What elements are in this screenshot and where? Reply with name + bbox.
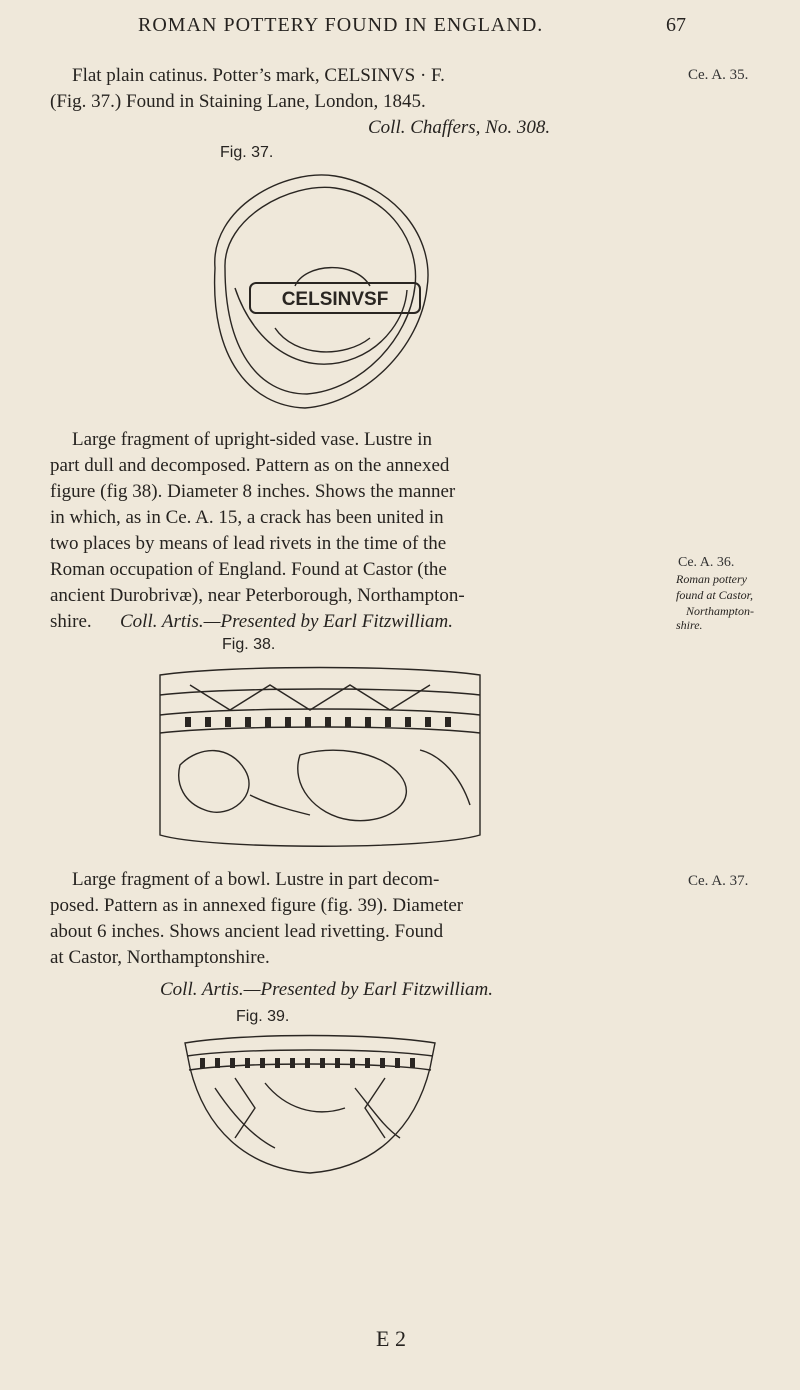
entry3-line-3: about 6 inches. Shows ancient lead rivetting. Found (50, 921, 444, 942)
page-number: 67 (666, 14, 686, 36)
entry1-line-1: Flat plain catinus. Potter’s mark, CELSINVS · F. (72, 65, 445, 86)
entry2-margin-ref: Ce. A. 36. (678, 555, 735, 570)
entry3-line-4: at Castor, Northamptonshire. (50, 947, 270, 968)
running-header: ROMAN POTTERY FOUND IN ENGLAND. (138, 14, 544, 36)
entry2-line-6: Roman occupation of England. Found at Castor (the (50, 559, 447, 580)
entry1-margin-ref: Ce. A. 35. (688, 67, 749, 83)
fig37-potters-stamp: CELSINVSF (281, 289, 389, 310)
entry2-line-4: in which, as in Ce. A. 15, a crack has been united in (50, 507, 444, 528)
fig38-caption: Fig. 38. (222, 636, 276, 653)
entry2-margin-note-1: Roman pottery (676, 572, 747, 586)
entry2-margin-note-3: Northampton- (686, 604, 755, 618)
entry2-margin-note-2: found at Castor, (676, 588, 754, 602)
entry1-collection: Coll. Chaffers, No. 308. (368, 117, 551, 138)
fig39-caption: Fig. 39. (236, 1008, 290, 1025)
entry1-line-2: (Fig. 37.) Found in Staining Lane, London, 1845. (50, 91, 426, 112)
fig37-catinus-drawing (195, 168, 445, 413)
fig39-bowl-fragment-drawing (175, 1028, 445, 1178)
entry2-line-5: two places by means of lead rivets in the time of the (50, 533, 447, 554)
entry2-line-8: shire. (50, 611, 92, 632)
entry3-collection: Coll. Artis.—Presented by Earl Fitzwilliam. (160, 979, 494, 1000)
entry3-line-1: Large fragment of a bowl. Lustre in part decom- (72, 869, 440, 890)
entry2-line-3: figure (fig 38). Diameter 8 inches. Shows the manner (50, 481, 456, 502)
signature-mark: E 2 (376, 1326, 406, 1351)
entry3-line-2: posed. Pattern as in annexed figure (fig. 39). Diameter (50, 895, 464, 916)
fig38-vase-fragment-drawing (150, 655, 495, 855)
entry2-line-1: Large fragment of upright-sided vase. Lustre in (72, 429, 433, 450)
entry3-margin-ref: Ce. A. 37. (688, 873, 749, 889)
entry2-collection: Coll. Artis.—Presented by Earl Fitzwilliam. (120, 611, 454, 632)
entry2-line-2: part dull and decomposed. Pattern as on the annexed (50, 455, 450, 476)
entry2-margin-note-4: shire. (676, 618, 703, 632)
fig37-caption: Fig. 37. (220, 144, 274, 161)
entry2-line-7: ancient Durobrivæ), near Peterborough, Northampton- (50, 585, 465, 606)
